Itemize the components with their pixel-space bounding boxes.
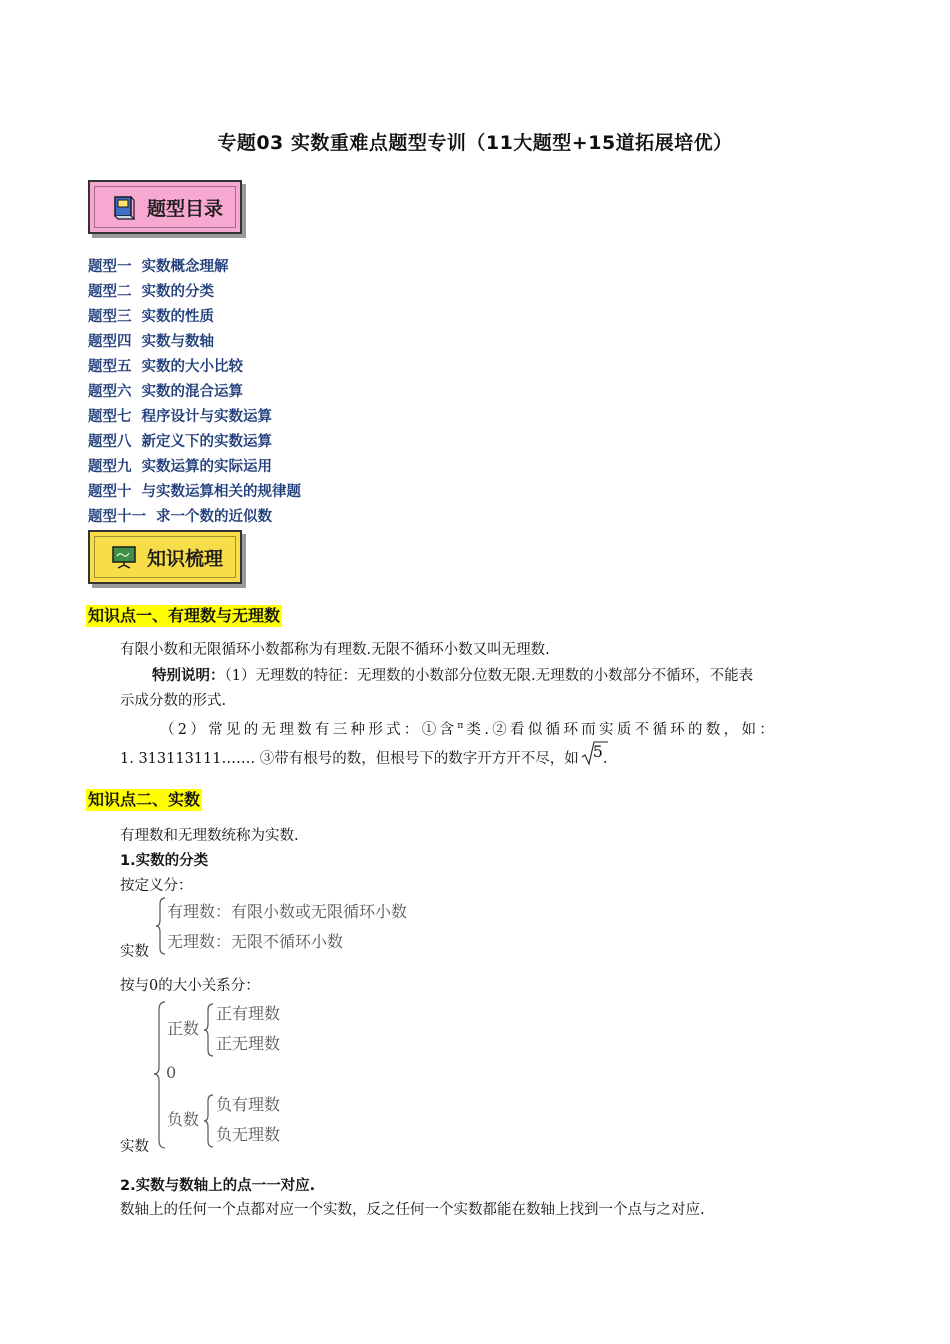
toc-item-number: 题型十一 [88, 509, 146, 525]
toc-item[interactable] [88, 455, 301, 480]
toc-list [88, 255, 301, 530]
toc-badge [88, 180, 242, 234]
toc-item-number: 题型七 [88, 409, 132, 425]
forms-text-b: 类.②看似循环而实质不循环的数，如： [466, 721, 778, 738]
toc-item-text: 新定义下的实数运算 [141, 434, 272, 450]
toc-item-text: 实数的性质 [141, 309, 214, 325]
forms-example-end: . [602, 751, 608, 767]
toc-item-number: 题型十 [88, 484, 132, 500]
def-rational: 有理数：有限小数或无限循环小数 [167, 902, 408, 921]
by-definition-label: 按定义分： [120, 878, 193, 894]
positive-label: 正数 [167, 1019, 200, 1038]
positive-rational: 正有理数 [216, 1004, 281, 1023]
toc-item-text: 实数的分类 [141, 284, 214, 300]
by-zero-label: 按与0的大小关系分： [120, 978, 260, 994]
toc-item-text: 实数的大小比较 [141, 359, 243, 375]
negative-label: 负数 [167, 1110, 200, 1129]
section1-heading: 知识点一、有理数与无理数 [88, 606, 281, 625]
toc-item-number: 题型五 [88, 359, 132, 375]
section2-paragraph: 有理数和无理数统称为实数. [120, 828, 299, 844]
toc-item[interactable] [88, 405, 301, 430]
sqrt-expression [581, 742, 603, 771]
toc-item-number: 题型一 [88, 259, 132, 275]
toc-item-text: 实数概念理解 [141, 259, 229, 275]
toc-item-text: 程序设计与实数运算 [141, 409, 272, 425]
toc-item-number: 题型三 [88, 309, 132, 325]
knowledge-badge-label: 知识梳理 [147, 547, 224, 570]
special-note-text: （1）无理数的特征：无理数的小数部分位数无限.无理数的小数部分不循环，不能表 [224, 668, 754, 684]
special-note-line1 [152, 664, 753, 688]
toc-item[interactable] [88, 280, 301, 305]
forms-example-line [120, 742, 608, 771]
brace-positive [203, 1002, 215, 1058]
number-line-subheading: 2.实数与数轴上的点一一对应. [120, 1178, 316, 1194]
toc-item-text: 求一个数的近似数 [156, 509, 272, 525]
toc-item-number: 题型八 [88, 434, 132, 450]
toc-item[interactable] [88, 380, 301, 405]
zero-label: 0 [166, 1063, 177, 1082]
toc-item-number: 题型二 [88, 284, 132, 300]
number-line-paragraph: 数轴上的任何一个点都对应一个实数，反之任何一个实数都能在数轴上找到一个点与之对应. [120, 1202, 705, 1218]
special-note-line2: 示成分数的形式. [120, 693, 227, 709]
toc-item[interactable] [88, 255, 301, 280]
brace-negative [203, 1093, 215, 1149]
section1-paragraph: 有限小数和无限循环小数都称为有理数.无限不循环小数又叫无理数. [120, 642, 550, 658]
sqrt-radicand: 5 [592, 742, 603, 761]
forms-example-text: 1. 313113111……. ③带有根号的数，但根号下的数字开方开不尽，如 [120, 751, 579, 767]
page-title: 专题03 实数重难点题型专训（11大题型+15道拓展培优） [217, 132, 733, 154]
toc-item-text: 与实数运算相关的规律题 [141, 484, 301, 500]
toc-item-number: 题型九 [88, 459, 132, 475]
blackboard-icon [111, 544, 137, 570]
forms-text-a: （2）常见的无理数有三种形式：①含 [160, 721, 458, 738]
forms-line [160, 714, 856, 742]
negative-irrational: 负无理数 [216, 1125, 281, 1144]
toc-item[interactable] [88, 305, 301, 330]
pi-symbol: π [457, 721, 467, 731]
classification-subheading: 1.实数的分类 [120, 853, 209, 869]
brace-zero [153, 1000, 167, 1150]
special-note-label: 特别说明： [152, 668, 225, 684]
toc-badge-label: 题型目录 [147, 197, 224, 220]
toc-item-number: 题型六 [88, 384, 132, 400]
toc-item-text: 实数运算的实际运用 [141, 459, 272, 475]
toc-item[interactable] [88, 330, 301, 355]
toc-item-number: 题型四 [88, 334, 132, 350]
toc-item[interactable] [88, 355, 301, 380]
book-icon [111, 194, 137, 220]
def-irrational: 无理数：无限不循环小数 [167, 932, 344, 951]
knowledge-badge [88, 530, 242, 584]
toc-item[interactable] [88, 430, 301, 455]
real-number-label-2: 实数 [120, 1139, 149, 1155]
toc-item[interactable] [88, 505, 301, 530]
section2-heading: 知识点二、实数 [88, 790, 201, 809]
brace-definition [155, 896, 167, 956]
real-number-label-1: 实数 [120, 944, 149, 960]
positive-irrational: 正无理数 [216, 1034, 281, 1053]
toc-item-text: 实数与数轴 [141, 334, 214, 350]
negative-rational: 负有理数 [216, 1095, 281, 1114]
toc-item[interactable] [88, 480, 301, 505]
toc-item-text: 实数的混合运算 [141, 384, 243, 400]
